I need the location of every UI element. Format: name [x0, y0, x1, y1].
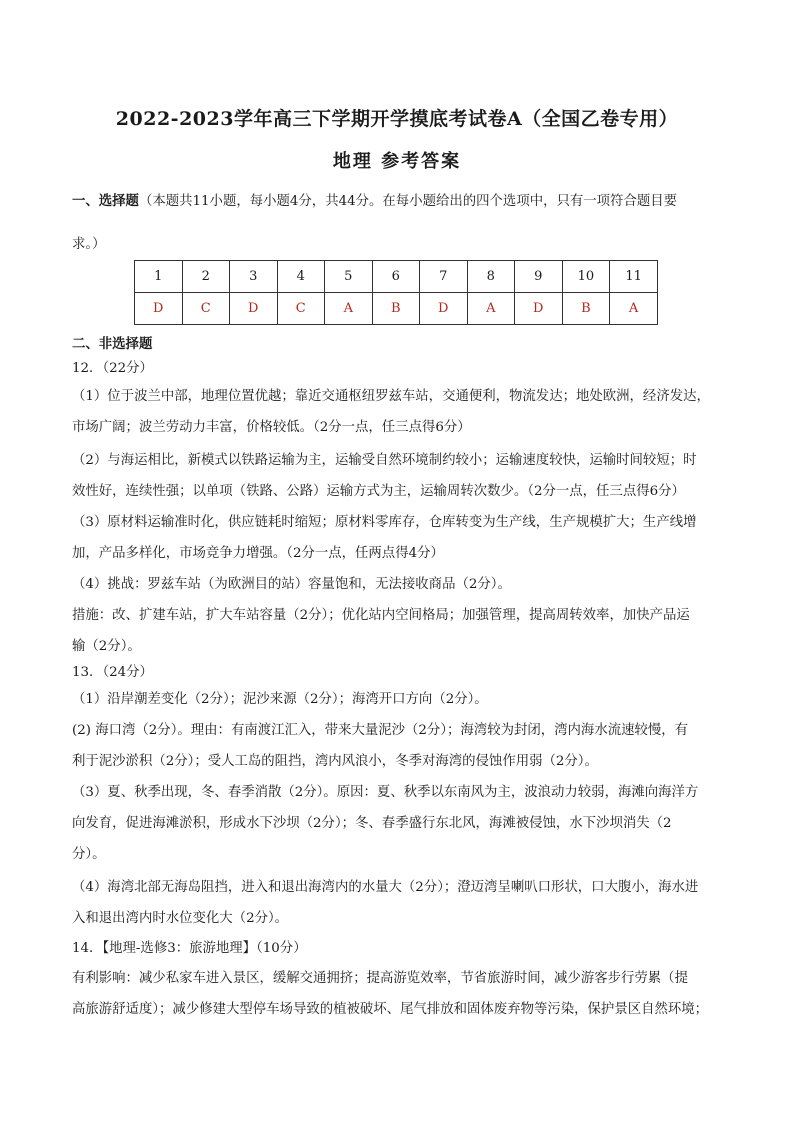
q12-part4-line3: 输（2分）。	[72, 639, 141, 654]
q12-part2-line2: 效性好，连续性强；以单项（铁路、公路）运输方式为主，运输周转次数少。（2分一点，任三点得6分）	[72, 484, 685, 499]
section2-heading: 二、非选择题	[72, 336, 153, 352]
q13-part4-line1: （4）海湾北部无海岛阻挡，进入和退出海湾内的水量大（2分）；澄迈湾呈喇叭口形状，口大腹小，海水进	[72, 880, 699, 895]
section1-intro	[72, 190, 728, 209]
question-number: 10	[562, 261, 610, 293]
question-number: 11	[610, 261, 658, 293]
question-number: 2	[182, 261, 230, 293]
q13-part3-line2: 向发育，促进海滩淤积，形成水下沙坝（2分）；冬、春季盛行东北风，海滩被侵蚀，水下沙坝消失（2	[72, 816, 672, 831]
answer-row	[135, 293, 658, 325]
answer-cell: A	[610, 293, 658, 325]
q12-part2-line1: （2）与海运相比，新模式以铁路运输为主，运输受自然环境制约较小；运输速度较快，运输时间较短；时	[72, 453, 697, 468]
section1-heading: 一、选择题	[72, 193, 139, 209]
answer-table	[134, 260, 658, 325]
question-number: 4	[277, 261, 325, 293]
q13-part1: （1）沿岸潮差变化（2分）；泥沙来源（2分）；海湾开口方向（2分）。	[72, 692, 488, 707]
question-number: 7	[420, 261, 468, 293]
question-number: 1	[135, 261, 183, 293]
q12-part1-line2: 市场广阔；波兰劳动力丰富，价格较低。（2分一点，任三点得6分）	[72, 420, 471, 435]
q13-part3-line1: （3）夏、秋季出现，冬、春季消散（2分）。原因：夏、秋季以东南风为主，波浪动力较弱，海滩向海洋方	[72, 785, 699, 800]
question-number: 3	[230, 261, 278, 293]
answer-cell: B	[562, 293, 610, 325]
document-title: 2022-2023学年高三下学期开学摸底考试卷A（全国乙卷专用）	[115, 108, 679, 130]
answer-cell: D	[420, 293, 468, 325]
question-number: 8	[467, 261, 514, 293]
section1-instructions: （本题共11小题，每小题4分，共44分。在每小题给出的四个选项中，只有一项符合题目要	[138, 194, 678, 209]
answer-cell: D	[515, 293, 563, 325]
question-number-row	[135, 261, 658, 293]
q12-heading: 12．（22分）	[72, 361, 153, 376]
answer-cell: C	[277, 293, 325, 325]
q12-part3-line1: （3）原材料运输准时化，供应链耗时缩短；原材料零库存，仓库转变为生产线，生产规模扩大；生产线增	[72, 515, 697, 530]
answer-cell: D	[230, 293, 278, 325]
q13-part2-line2: 利于泥沙淤积（2分）；受人工岛的阻挡，湾内风浪小，冬季对海湾的侵蚀作用弱（2分）。	[72, 754, 598, 769]
q13-part2-line1: (2) 海口湾（2分）。理由：有南渡江汇入，带来大量泥沙（2分）；海湾较为封闭，湾内海水流速较慢，有	[72, 723, 689, 738]
q12-part4-line2: 措施：改、扩建车站，扩大车站容量（2分）；优化站内空间格局；加强管理，提高周转效率，加快产品运	[72, 608, 690, 623]
question-number: 9	[515, 261, 563, 293]
section1-instructions-cont: 求。）	[72, 237, 106, 252]
question-number: 6	[372, 261, 419, 293]
q12-part4-line1: （4）挑战：罗兹车站（为欧洲目的站）容量饱和，无法接收商品（2分）。	[72, 577, 511, 592]
document-subtitle: 地理 参考答案	[332, 151, 462, 172]
q12-part3-line2: 加，产品多样化，市场竞争力增强。（2分一点，任两点得4分）	[72, 546, 444, 561]
q13-part3-line3: 分）。	[72, 847, 106, 862]
answer-cell: A	[467, 293, 514, 325]
q13-part4-line2: 入和退出湾内时水位变化大（2分）。	[72, 911, 289, 926]
answer-cell: C	[182, 293, 230, 325]
q14-heading: 14．【地理-选修3：旅游地理】（10分）	[72, 941, 307, 956]
question-number: 5	[325, 261, 372, 293]
q14-line2: 高旅游舒适度）；减少修建大型停车场导致的植被破坏、尾气排放和固体废弃物等污染，保护景区自然环境；	[72, 1002, 709, 1017]
answer-cell: A	[325, 293, 372, 325]
answer-cell: B	[372, 293, 419, 325]
answer-cell: D	[135, 293, 183, 325]
q12-part1-line1: （1）位于波兰中部，地理位置优越；靠近交通枢纽罗兹车站，交通便利，物流发达；地处欧洲，经济发达，	[72, 389, 710, 404]
q13-heading: 13．（24分）	[72, 665, 153, 680]
q14-line1: 有利影响：减少私家车进入景区，缓解交通拥挤；提高游览效率，节省旅游时间，减少游客步行劳累（提	[72, 971, 688, 986]
